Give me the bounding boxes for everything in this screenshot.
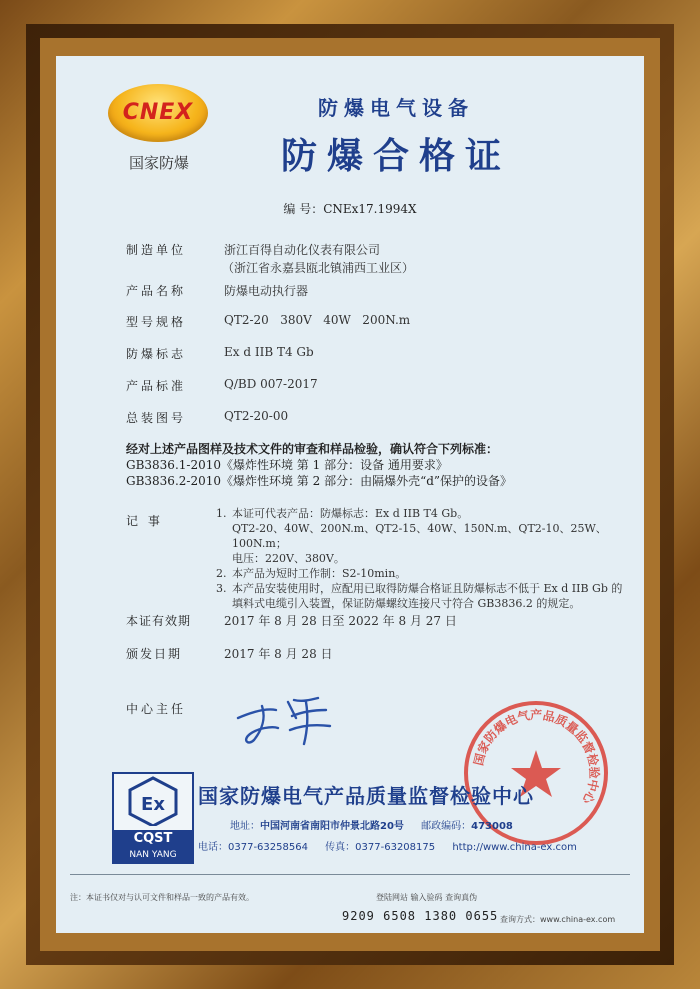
- note-line: 本产品为短时工作制：S2-10min。: [232, 567, 407, 580]
- field-label-model: 型号规格: [126, 315, 187, 329]
- field-label-manufacturer: 制造单位: [126, 243, 187, 257]
- field-label-product-name: 产品名称: [126, 284, 187, 298]
- org-name: 国家防爆电气产品质量监督检验中心: [198, 784, 534, 808]
- field-value-model: QT2-20 380V 40W 200N.m: [224, 313, 411, 327]
- note-number: 1.: [216, 507, 227, 520]
- field-value-drawing-no: QT2-20-00: [224, 409, 289, 423]
- note-number: 2.: [216, 567, 227, 580]
- standard-gb3836-2: GB3836.2-2010《爆炸性环境 第 2 部分：由隔爆外壳“d”保护的设备》: [126, 474, 513, 488]
- footer-note: 注：本证书仅对与认可文件和样品一致的产品有效。: [70, 893, 254, 902]
- note-line: 填料式电缆引入装置，保证防爆螺纹连接尺寸符合 GB3836.2 的规定。: [232, 597, 581, 610]
- field-label-drawing-no: 总装图号: [126, 411, 187, 425]
- badge-ex-text: Ex: [141, 794, 165, 815]
- org-contact: [198, 838, 577, 853]
- field-value-manufacturer: 浙江百得自动化仪表有限公司: [224, 243, 381, 257]
- badge-cqst: CQST: [114, 830, 192, 848]
- standards-intro: 经对上述产品图样及技术文件的审查和样品检验，确认符合下列标准：: [126, 442, 499, 456]
- org-tel: 电话：0377-63258564: [198, 842, 308, 853]
- note-line: 本证可代表产品：防爆标志：Ex d IIB T4 Gb。: [232, 507, 469, 520]
- field-label-standard: 产品标准: [126, 379, 187, 393]
- logo-brand: CNEX: [122, 100, 194, 125]
- seal-text: 国家防爆电气产品质量监督检验中心: [471, 707, 602, 806]
- address-label: 地址：: [230, 821, 260, 832]
- director-label: 中心主任: [126, 702, 187, 716]
- standard-gb3836-1: GB3836.1-2010《爆炸性环境 第 1 部分：设备 通用要求》: [126, 458, 448, 472]
- field-value-standard: Q/BD 007-2017: [224, 377, 318, 391]
- issue-date-value: 2017 年 8 月 28 日: [224, 647, 333, 661]
- org-address: [230, 817, 513, 832]
- validity-value: 2017 年 8 月 28 日至 2022 年 8 月 27 日: [224, 614, 457, 628]
- footer-divider: [70, 874, 630, 875]
- certificate: [56, 56, 644, 933]
- ex-hexagon-icon: [114, 774, 192, 826]
- validity-label: 本证有效期: [126, 614, 192, 628]
- zip-label: 邮政编码：: [421, 821, 472, 832]
- org-website: http://www.china-ex.com: [452, 842, 577, 853]
- note-number: 3.: [216, 582, 227, 595]
- certificate-number: 编 号：CNEx17.1994X: [283, 202, 417, 216]
- certificate-subtitle: 防爆电气设备: [318, 96, 474, 120]
- issue-date-label: 颁发日期: [126, 647, 183, 661]
- address-value: 中国河南省南阳市仲景北路20号: [260, 821, 404, 832]
- field-value-manufacturer-address: （浙江省永嘉县瓯北镇浦西工业区）: [222, 261, 415, 275]
- logo-subtitle: 国家防爆: [128, 154, 189, 172]
- director-signature: [232, 688, 342, 748]
- footer-verify-hint: 登陆网站 输入验码 查询真伪: [376, 893, 478, 902]
- org-fax: 传真：0377-63208175: [325, 842, 436, 853]
- footer-query: 查询方式：www.china-ex.com: [500, 915, 616, 924]
- notes-list: [216, 506, 644, 611]
- note-line: 电压：220V、380V。: [232, 552, 345, 565]
- note-line: 本产品安装使用时，应配用已取得防爆合格证且防爆标志不低于 Ex d IIB Gb 的: [232, 582, 623, 595]
- field-value-ex-marking: Ex d IIB T4 Gb: [224, 345, 314, 359]
- certificate-title: 防爆合格证: [280, 136, 511, 177]
- notes-label: 记 事: [126, 514, 163, 528]
- verification-code: 9209 6508 1380 0655: [342, 909, 499, 923]
- badge-city: NAN YANG: [114, 848, 192, 862]
- note-line: QT2-20、40W、200N.m、QT2-15、40W、150N.m、QT2-10、25W、100N.m；: [232, 522, 607, 550]
- field-value-product-name: 防爆电动执行器: [224, 284, 309, 298]
- zip-value: 473008: [471, 821, 513, 832]
- field-label-ex-marking: 防爆标志: [126, 347, 187, 361]
- cqst-badge: [112, 772, 194, 864]
